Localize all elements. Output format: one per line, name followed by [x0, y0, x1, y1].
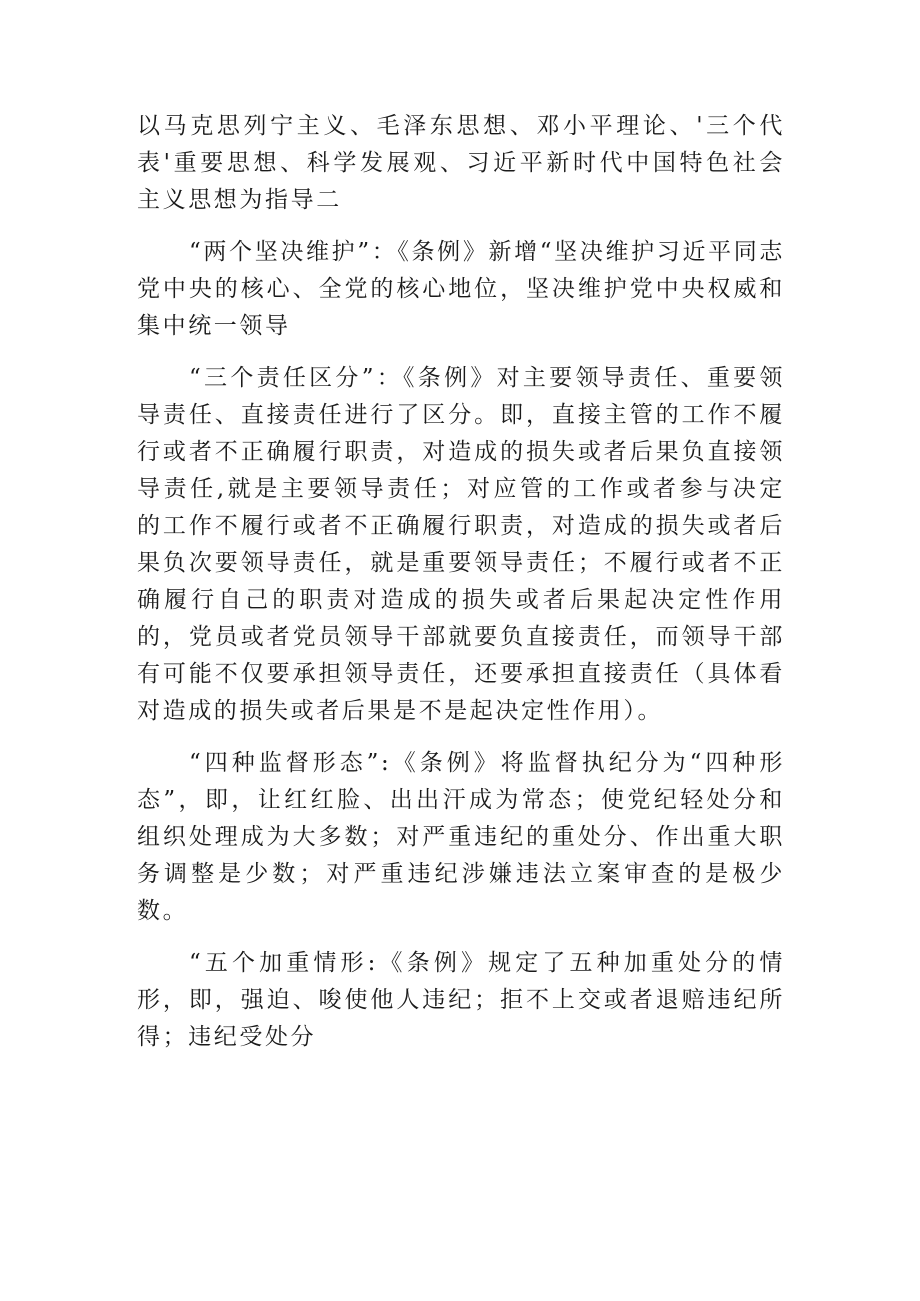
paragraph-guiding-ideology: 以马克思列宁主义、毛泽东思想、邓小平理论、'三个代表'重要思想、科学发展观、习近平新时代中国特色社会主义思想为指导二 [137, 113, 785, 213]
paragraph-three-responsibilities: “三个责任区分”：《条例》对主要领导责任、重要领导责任、直接责任进行了区分。即，直接主管的工作不履行或者不正确履行职责，对造成的损失或者后果负直接领导责任,就是主要领导责任；对应管的工作或者参与决定的工作不履行或者不正确履行职责，对造成的损失或者后果负次要领导责任，就是重要领导责任；不履行或者不正确履行自己的职责对造成的损失或者后果起决定性作用的，党员或者党员领导干部就要负直接责任，而领导干部有可能不仅要承担领导责任，还要承担直接责任（具体看对造成的损失或者后果是不是起决定性作用）。 [137, 365, 785, 724]
paragraph-five-aggravating: “五个加重情形:《条例》规定了五种加重处分的情形，即，强迫、唆使他人违纪；拒不上交或者退赔违纪所得；违纪受处分 [137, 950, 785, 1050]
paragraph-four-forms-supervision: “四种监督形态”:《条例》将监督执纪分为“四种形态”，即，让红红脸、出出汗成为常态；使党纪轻处分和组织处理成为大多数；对严重违纪的重处分、作出重大职务调整是少数；对严重违纪涉嫌违法立案审查的是极少数。 [137, 750, 785, 924]
paragraph-two-resolute-upholds: “两个坚决维护”：《条例》新增“坚决维护习近平同志党中央的核心、全党的核心地位，坚决维护党中央权威和集中统一领导 [137, 239, 785, 339]
document-body [137, 108, 785, 1071]
